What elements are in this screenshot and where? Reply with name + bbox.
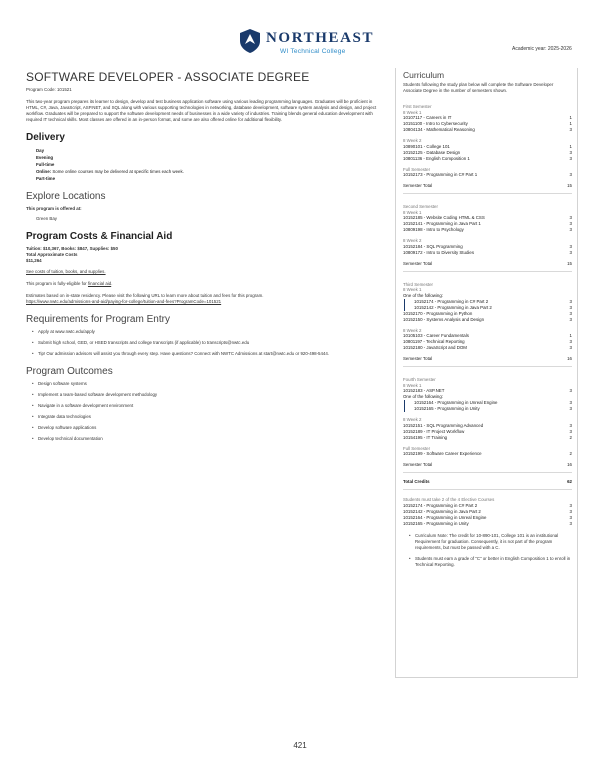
course-name: 10152165 - Programming in Unity (403, 521, 469, 526)
financial-aid-link[interactable]: financial aid (87, 281, 112, 286)
semester-heading: Second Semester (403, 204, 438, 209)
requirements-list (26, 329, 386, 357)
course-name: 10152174 - Programming in C# Part 2 (403, 503, 478, 508)
week-heading: 8 Week 1 (403, 209, 422, 215)
course-credits: 1 (569, 333, 572, 338)
course-name: 10152183 - ASP.NET (403, 388, 445, 393)
costs-link[interactable]: See costs of tuition, books, and supplies. (26, 269, 106, 274)
curriculum-notes (403, 533, 572, 568)
aid-prefix: This program is fully-eligible for (26, 281, 88, 286)
delivery-item-online (26, 168, 386, 175)
course-name: 10152164 - Programming in Unreal Engine (414, 400, 498, 405)
semester-total-value: 16 (567, 356, 572, 361)
tuition-url-link[interactable]: https://www.nwtc.edu/admissions-and-aid/paying-for-college/tuition-and-fees?ProgramCode=101521 (26, 299, 222, 304)
course-name: 10152170 - Programming in Python (403, 310, 473, 316)
costs-estimate-note: Estimates based on in-state residency. Please visit the following URL to learn more about tuition and fees for this program. (26, 293, 264, 298)
program-code: Program Code: 101521 (26, 87, 72, 92)
semester-total (403, 462, 572, 473)
course-name: 10152174 - Programming in C# Part 2 (414, 298, 489, 304)
course-credits: 3 (569, 172, 572, 177)
course-credits: 1 (569, 143, 572, 149)
locations-heading: Explore Locations (26, 191, 106, 202)
course-name: 10890101 - College 101 (403, 143, 450, 149)
costs-heading: Program Costs & Financial Aid (26, 231, 173, 242)
total-credits-value: 62 (567, 479, 572, 484)
course-name: 10809198 - Intro to Psychology (403, 227, 464, 232)
program-main-column (26, 68, 386, 447)
online-label: Online: (36, 169, 52, 174)
course-credits: 3 (569, 221, 572, 226)
costs-breakdown: Tuition: $10,367, Books: $847, Supplies: $50 (26, 246, 118, 251)
shield-logo-icon (238, 28, 262, 54)
week-heading: 8 Week 1 (403, 382, 422, 388)
semester-heading: First Semester (403, 104, 432, 109)
week-heading: 8 Week 1 (403, 287, 422, 292)
course-credits: 3 (569, 155, 572, 161)
page-header (0, 24, 600, 64)
page-number: 421 (293, 741, 307, 750)
course-name: 10152151 - SQL Programming Advanced (403, 422, 484, 428)
course-name: 10152180 - JavaScript and DOM (403, 345, 467, 350)
list-item: • Develop software applications (32, 425, 386, 431)
course-credits: 3 (569, 316, 572, 322)
list-item: • Curriculum Note: The credit for 10-890-101, College 101 is an institutional Requirement for graduation. Consequently, it is not part of the program requirements, but must be passed with a C. (409, 533, 572, 551)
course-name: 10152142 - Programming in Java Part 2 (414, 304, 492, 310)
logo-brand-text: NORTHEAST (266, 30, 375, 46)
semester-total-label: Semester Total (403, 183, 433, 188)
course-credits: 3 (569, 406, 572, 411)
semester-total (403, 183, 572, 194)
course-name: 10105103 - Career Fundamentals (403, 333, 469, 338)
course-credits: 3 (569, 388, 572, 393)
list-item: • Design software systems (32, 381, 386, 387)
semester-total-label: Semester Total (403, 462, 433, 467)
course-name: 10152185 - Website Coding HTML & CSS (403, 215, 485, 220)
course-name: 10152184 - SQL Programming (403, 243, 463, 249)
course-row (405, 406, 572, 412)
week-heading: 8 Week 2 (403, 238, 422, 243)
course-row (403, 250, 572, 256)
course-name: 10152150 - Systems Analysis and Design (403, 316, 485, 322)
semester-total-label: Semester Total (403, 260, 433, 266)
delivery-item: Evening (36, 155, 54, 160)
list-item: • Students must earn a grade of "C" or better in English Composition 1 to enroll in Technical Reporting. (409, 556, 572, 568)
total-credits-label: Total Credits (403, 479, 430, 484)
semester-heading: Fourth Semester (403, 377, 436, 382)
academic-year: Academic year: 2025-2026 (512, 46, 572, 52)
elective-option-group (404, 400, 572, 412)
semester-total-label: Semester Total (403, 356, 433, 361)
course-name: 10152164 - Programming in Unreal Engine (403, 515, 487, 520)
logo-sub-text: WI Technical College (280, 48, 346, 55)
course-row (403, 127, 572, 133)
course-credits: 3 (569, 339, 572, 344)
course-row (403, 435, 572, 441)
list-item: • Submit high school, GED, or HSED transcripts and college transcripts (if applicable) to transcripts@nwtc.edu (32, 340, 386, 346)
delivery-item: Day (36, 148, 45, 153)
course-row (403, 451, 572, 457)
course-credits: 1 (569, 121, 572, 126)
list-item: • Implement a team-based software development methodology (32, 392, 386, 398)
aid-suffix: . (111, 281, 113, 286)
course-name: 10152173 - Programming in C# Part 1 (403, 172, 478, 177)
costs-total-value: $11,264 (26, 258, 42, 263)
curriculum-sidebar (395, 68, 578, 678)
curriculum-heading: Curriculum (403, 70, 445, 80)
course-credits: 3 (569, 310, 572, 316)
course-credits: 2 (569, 434, 572, 440)
course-name: 10154195 - IT Training (403, 434, 448, 440)
week-heading: 8 Week 2 (403, 417, 422, 422)
course-credits: 3 (569, 304, 572, 310)
delivery-heading: Delivery (26, 132, 65, 143)
course-credits: 3 (569, 127, 572, 132)
course-credits: 3 (569, 345, 572, 350)
course-name: 10801197 - Technical Reporting (403, 339, 465, 344)
week-heading: Full Semester (403, 166, 431, 172)
course-row (403, 317, 572, 323)
list-item: • Develop technical documentation (32, 436, 386, 442)
course-credits: 3 (569, 215, 572, 220)
list-item: • Integrate data technologies (32, 414, 386, 420)
course-credits: 3 (569, 298, 572, 304)
course-name: 10152141 - Programming in Java Part 1 (403, 221, 481, 226)
curriculum-intro: Students following the study plan below will complete the Software Developer Associate Degree in the number of semesters shown. (403, 82, 554, 93)
course-row (403, 156, 572, 162)
list-item: • Apply at www.nwtc.edu/apply (32, 329, 386, 335)
list-item: • Tip! Our admission advisors will assist you through every step. Have questions? Connect with NWTC Admissions at start@nwtc.edu or 920-498-5444. (32, 351, 386, 357)
electives-heading: Students must take 2 of the 4 Elective Courses (403, 497, 495, 502)
course-row (403, 172, 572, 178)
course-name: 10151100 - Intro to Cybersecurity (403, 121, 468, 126)
week-heading: 8 Week 2 (403, 327, 422, 333)
course-name: 10801136 - English Composition 1 (403, 155, 470, 161)
delivery-item: Full-time (36, 162, 55, 167)
course-name: 10804134 - Mathematical Reasoning (403, 127, 475, 132)
course-name: 10107117 - Careers in IT (403, 115, 452, 120)
course-credits: 3 (569, 428, 572, 434)
week-heading: 8 Week 1 (403, 109, 422, 115)
requirements-heading: Requirements for Program Entry (26, 314, 170, 325)
course-name: 10152189 - IT Project Workflow (403, 428, 465, 434)
course-credits: 3 (569, 509, 572, 514)
week-heading: Full Semester (403, 445, 431, 451)
online-text: Some online courses may be delivered at specific times each week. (51, 169, 184, 174)
location-name: Green Bay (36, 216, 57, 221)
course-name: 10152165 - Programming in Unity (414, 406, 480, 411)
delivery-list (26, 147, 386, 182)
course-credits: 3 (569, 515, 572, 520)
financial-aid-line (26, 281, 386, 287)
week-heading: 8 Week 2 (403, 138, 422, 143)
program-description: This two-year program prepares its learner to design, develop and test business application software using various leading programming languages. Graduates will be proficient in HTML, C#, Java, JavaScript, ASP.NET, and SQL along with various supporting technologies in networking, database development, software system analysis and design, and project workflow. Graduates will be prepared to support the software development needs of businesses in a wide variety of industries. Training blends general education development with required IT technical skills. Most classes are offered in an in-person format, and some are also offered online for additional flexibility. (26, 99, 377, 122)
course-credits: 3 (569, 149, 572, 155)
course-name: 10809172 - Intro to Diversity Studies (403, 249, 475, 255)
outcomes-list (26, 381, 386, 442)
course-row (403, 521, 572, 527)
semester-total-value: 15 (567, 183, 572, 188)
course-row (403, 227, 572, 233)
costs-total-label: Total Approximate Costs (26, 252, 78, 257)
semester-total (403, 356, 572, 367)
outcomes-heading: Program Outcomes (26, 366, 113, 377)
course-name: 10152142 - Programming in Java Part 2 (403, 509, 481, 514)
course-name: 10152125 - Database Design (403, 149, 461, 155)
nwtc-logo (238, 28, 388, 58)
semester-heading: Third Semester (403, 281, 434, 287)
course-credits: 3 (569, 503, 572, 508)
course-credits: 3 (569, 521, 572, 526)
locations-intro: This program is offered at: (26, 206, 82, 211)
one-of-label: One of the following: (403, 292, 444, 298)
page-title: SOFTWARE DEVELOPER - ASSOCIATE DEGREE (26, 70, 310, 84)
list-item: • Navigate in a software development environment (32, 403, 386, 409)
delivery-item: Part-time (36, 176, 56, 181)
course-credits: 3 (569, 422, 572, 428)
semester-total-value: 15 (567, 260, 572, 266)
semester-total (403, 261, 572, 272)
course-credits: 3 (569, 227, 572, 232)
one-of-label: One of the following: (403, 394, 444, 399)
course-credits: 1 (569, 115, 572, 120)
course-name: 10152199 - Software Career Experience (403, 451, 482, 456)
course-credits: 3 (569, 243, 572, 249)
semester-total-value: 16 (567, 462, 572, 467)
total-credits (403, 479, 572, 490)
course-row (403, 345, 572, 351)
course-credits: 3 (569, 400, 572, 405)
course-credits: 2 (569, 451, 572, 456)
course-credits: 3 (569, 249, 572, 255)
elective-option-group (404, 299, 572, 311)
